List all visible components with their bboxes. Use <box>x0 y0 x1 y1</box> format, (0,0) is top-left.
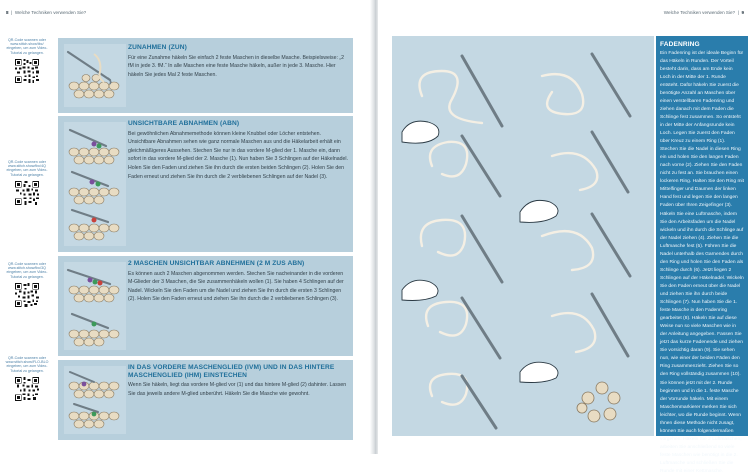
right-page <box>378 0 750 475</box>
left-running-title: Welche Techniken verwenden Sie? <box>14 10 87 15</box>
left-page-number: 8 <box>6 10 9 15</box>
fadenring-text-panel <box>656 36 748 475</box>
section-body-zwei-maschen: Es können auch 2 Maschen abgenommen werden. Stechen Sie nacheinander in die vorderen M-Glieder der 3 Maschen, die Sie zusammenhäkeln wollen (1). Sie haben 4 Schlingen auf der Nadel. Wickeln Sie den Faden um die Nadel und ziehen Sie ihn durch die ersten 3 Schlingen (2). Holen Sie den Faden erneut und ziehen Sie ihn durch die 2 verbliebenen Schlingen (3). <box>128 270 344 303</box>
qr-block-2 <box>4 160 50 205</box>
section-body-ivm-ihm: Wenn Sie häkeln, liegt das vordere M-glied vor (1) und das hintere M-glied (2) dahinter. Lassen Sie das jeweils andere M-glied unberührt. Häkeln Sie die Masche wie gewohnt. <box>128 382 347 397</box>
qr-caption: QR-Code scannen oder www.stitch.show/tbc/ eingeben, um zum Video-Tutorial zu gelangen. <box>6 38 48 55</box>
left-running-head: 8 | Welche Techniken verwenden Sie? <box>6 10 87 15</box>
ivm-ihm-illustration <box>64 366 126 434</box>
qr-block-4 <box>4 356 50 401</box>
section-title-ivm-ihm: IN DAS VORDERE MASCHENGLIED (IVM) UND IN DAS HINTERE MASCHENGLIED (IHM) EINSTECHEN <box>128 364 335 379</box>
abnahmen-text <box>128 120 350 181</box>
section-body-abnahmen: Bei gewöhnlichen Abnahmemethode können kleine Knubbel oder Löcher entstehen. Unsichtbare Abnahmen sehen wie ganz normale Maschen aus und die Häkelarbeit erhält ein gleichmäßigeres Aussehen. Stechen Sie nur in das vordere M-glied der 1. Masche ein, dann sofort in das vordere M-glied der 2. Masche (1). Nun haben Sie 3 Schlingen auf der Häkelnadel. Holen Sie den Faden und ziehen Sie ihn durch die ersten beiden Schlingen (2). Holen Sie den Faden erneut und ziehen Sie ihn durch die 2 verbliebenen Schlingen auf der Nadel (3). <box>128 130 349 180</box>
section-body-zunahmen: Für eine Zunahme häkeln Sie einfach 2 feste Maschen in dieselbe Masche. Beispielsweise: „2 fM in jede 3. fM.“ In alle Maschen eine feste Masche häkeln, außer in jede 3. Masche. Hier häkeln Sie jedes Mal 2 feste Maschen. <box>128 54 344 78</box>
qr-code-icon[interactable] <box>15 377 39 401</box>
qr-code-icon[interactable] <box>15 181 39 205</box>
right-running-title: Welche Techniken verwenden Sie? <box>663 10 736 15</box>
qr-caption: QR-Code scannen oder www.stitch.show/FLO-BLO eingeben, um zum Video-Tutorial zu gelangen. <box>5 356 49 373</box>
section-title-zwei-maschen: 2 MASCHEN UNSICHTBAR ABNEHMEN (2 M ZUS ABN) <box>128 260 305 267</box>
qr-block-3 <box>4 262 50 307</box>
right-running-head: Welche Techniken verwenden Sie? | 9 <box>663 10 744 15</box>
right-page-number: 9 <box>741 10 744 15</box>
qr-caption: QR-Code scannen oder www.stitch.show/tbc/3Q eingeben, um zum Video-Tutorial zu gelangen. <box>6 262 48 279</box>
abnahmen-illustration <box>64 122 126 246</box>
ivm-ihm-text <box>128 364 350 398</box>
section-body-fadenring: Ein Fadenring ist der ideale Beginn für das Häkeln in Runden. Der Vorteil besteht darin, dass am Ende kein Loch in der Mitte der 1. Runde entsteht. Dafür häkeln Sie zuerst die benötigte Anzahl an Maschen über einen verstellbaren Fadenring und ziehen danach mit dem Faden die Schlinge fest zusammen. So entsteht in der Mitte der Anfangsrunde kein Loch. Legen Sie zuerst den Faden über Kreuz zu einem Ring (1). Stechen Sie die Nadel in diesen Ring ein und holen Sie den langen Faden nach vorne (2). Ziehen Sie den Faden nicht zu fest an. Sie brauchen einen lockeren Ring. Halten Sie den Ring mit Mittelfinger und Daumen der linken Hand fest und legen Sie den langen Faden über Ihren Zeigefinger (3). Häkeln Sie eine Luftmasche, indem Sie den Arbeitsfaden um die Nadel wickeln und ihn durch die Schlinge auf der Nadel ziehen (4). Ziehen Sie die Luftmasche fest (5). Führen Sie die Nadel unterhalb des Garnendes durch den Ring und holen Sie den Faden als Schlinge durch (6). Jetzt liegen 2 Schlingen auf der Häkelnadel. Wickeln Sie den Faden erneut über die Nadel und ziehen Sie ihn durch beide Schlingen (7). Nun haben Sie die 1. feste Masche in den Fadenring gearbeitet (8). Häkeln Sie auf diese Weise nun so viele Maschen wie in der Anleitung angegeben. Fassen Sie jetzt das kurze Fadenende und ziehen Sie vorsichtig daran (9). Sie sehen nun, wie einer der beiden Fäden den Ring zusammenzieht. Ziehen Sie so den Ring vollständig zusammen (10). Sie können jetzt mit der 2. Runde beginnen und in die 1. feste Masche der Vorrunde häkeln. Mit einem Maschenmarkierer merken Sie sich leichter, wo die Runde beginnt. Wenn Ihnen diese Methode nicht zusagt, können Sie auch folgendermaßen vorgehen: Häkeln Sie 2 Luftmaschen, arbeiten Sie anschließend so viele feste Maschen wie benötigt in die 2. Luftmasche und schließen Sie die Runde mit einer Kettmasche. <box>660 50 744 475</box>
left-page <box>0 0 372 454</box>
section-title-abnahmen: UNSICHTBARE ABNAHMEN (ABN) <box>128 120 240 127</box>
qr-block-1 <box>4 38 50 83</box>
section-title-zunahmen: ZUNAHMEN (ZUN) <box>128 44 187 51</box>
zwei-maschen-text <box>128 260 350 304</box>
qr-code-icon[interactable] <box>15 59 39 83</box>
zwei-maschen-illustration <box>64 262 126 350</box>
section-title-fadenring: FADENRING <box>660 41 700 48</box>
qr-code-icon[interactable] <box>15 283 39 307</box>
zunahmen-illustration <box>64 44 126 107</box>
fadenring-illustrations <box>392 36 654 436</box>
zunahmen-text <box>128 44 348 79</box>
qr-caption: QR-Code scannen oder www.stitch.show/tbc/4Q eingeben, um zum Video-Tutorial zu gelangen. <box>6 160 48 177</box>
